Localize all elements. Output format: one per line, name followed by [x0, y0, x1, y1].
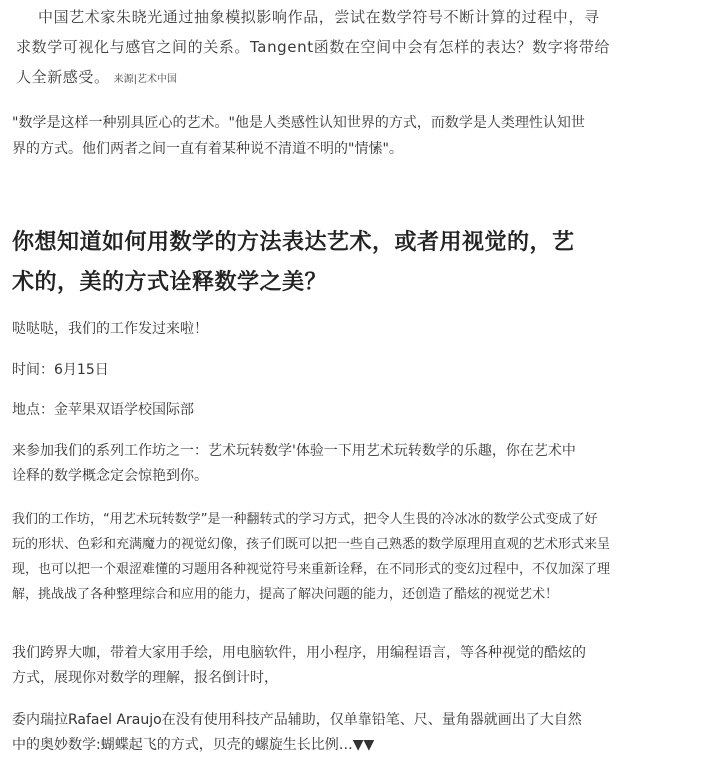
- workshop-line: 我们的工作坊，“用艺术玩转数学”是一种翻转式的学习方式，把令人生畏的冷冰冰的数学公式变成了好: [12, 512, 598, 527]
- announcement-text: 哒哒哒，我们的工作发过来啦！: [12, 321, 208, 337]
- intro-line: 求数学可视化与感官之间的关系。Tangent函数在空间中会有怎样的表达？数字将带给: [16, 38, 611, 56]
- headline-line: 术的，美的方式诠释数学之美？: [12, 269, 328, 295]
- intro-paragraph: [16, 2, 688, 95]
- quote-line: "数学是这样一种别具匠心的艺术。"他是人类感性认知世界的方式，而数学是人类理性认知世: [12, 115, 585, 131]
- crossover-line: 方式，展现你对数学的理解，报名倒计时，: [12, 670, 278, 686]
- araujo-line: 中的奥妙数学:蝴蝶起飞的方式，贝壳的螺旋生长比例…▼▼: [12, 737, 375, 753]
- section-headline: [12, 222, 575, 302]
- workshop-line: 现，也可以把一个艰涩难懂的习题用各种视觉符号来重新诠释，在不同形式的变幻过程中，不仅加深了理: [12, 562, 611, 577]
- event-time: 时间：6月15日: [12, 362, 109, 378]
- crossover-line: 我们跨界大咖，带着大家用手绘，用电脑软件，用小程序，用编程语言，等各种视觉的酷炫的: [12, 645, 586, 661]
- event-location: 地点：金苹果双语学校国际部: [12, 402, 194, 418]
- workshop-line: 玩的形状、色彩和充满魔力的视觉幻像，孩子们既可以把一些自己熟悉的数学原理用直观的艺术形式来呈: [12, 537, 611, 552]
- invite-line: 诠释的数学概念定会惊艳到你。: [12, 468, 208, 484]
- source-caption: 来源|艺术中国: [113, 74, 177, 85]
- invite-line: 来参加我们的系列工作坊之一：艺术玩转数学'体验一下用艺术玩转数学的乐趣，你在艺术中: [12, 443, 576, 459]
- araujo-paragraph: [12, 708, 582, 758]
- intro-line-text: 人全新感受。: [16, 68, 110, 86]
- workshop-line: 解，挑战战了各种整理综合和应用的能力，提高了解决问题的能力，还创造了酷炫的视觉艺术！: [12, 587, 559, 602]
- intro-line: 中国艺术家朱晓光通过抽象模拟影响作品，尝试在数学符号不断计算的过程中，寻: [38, 8, 600, 26]
- headline-line: 你想知道如何用数学的方法表达艺术，或者用视觉的，艺: [12, 229, 575, 255]
- araujo-line: 委内瑞拉Rafael Araujo在没有使用科技产品辅助，仅单靠铅笔、尺、量角器就画出了大自然: [12, 712, 582, 728]
- quote-line: 界的方式。他们两者之间一直有着某种说不清道不明的"情愫"。: [12, 141, 403, 157]
- workshop-paragraph: [12, 507, 610, 607]
- quote-paragraph: [12, 110, 585, 162]
- invite-paragraph: [12, 439, 576, 489]
- intro-line: [16, 62, 688, 95]
- crossover-paragraph: [12, 641, 586, 691]
